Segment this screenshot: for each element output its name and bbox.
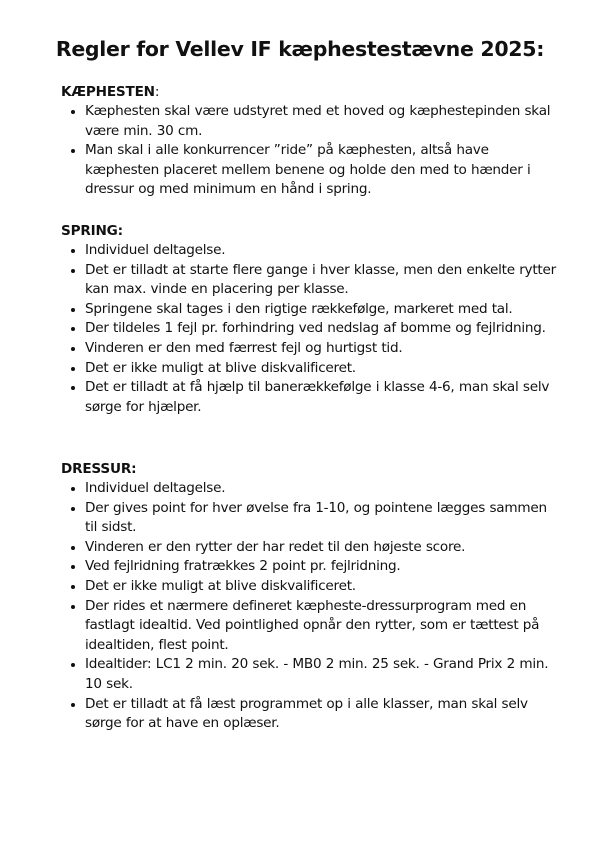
section-heading-dressur [61,459,561,479]
section-heading-colon: : [131,461,137,477]
rule-item: Det er ikke muligt at blive diskvalificeret. [61,577,561,597]
rule-item: Man skal i alle konkurrencer ”ride” på kæphesten, altså have kæphesten placeret mellem benene og holde den med to hænder i dressur og med minimum en hånd i spring. [61,141,561,200]
rule-item: Vinderen er den med færrest fejl og hurtigst tid. [61,339,561,359]
rule-item: Springene skal tages i den rigtige rækkefølge, markeret med tal. [61,300,561,320]
document-title: Regler for Vellev IF kæphestestævne 2025: [55,37,545,61]
rule-item: Der tildeles 1 fejl pr. forhindring ved nedslag af bomme og fejlridning. [61,319,561,339]
section-heading-kaephesten [61,82,561,102]
section-heading-colon: : [154,84,160,100]
rule-item: Der gives point for hver øvelse fra 1-10, og pointene lægges sammen til sidst. [61,499,561,538]
section-spring [61,221,561,417]
rule-item: Individuel deltagelse. [61,479,561,499]
section-heading-colon: : [117,223,123,239]
rule-item: Individuel deltagelse. [61,241,561,261]
rule-item: Vinderen er den rytter der har redet til den højeste score. [61,538,561,558]
rules-list-spring [61,241,561,417]
section-heading-text: DRESSUR [61,461,132,477]
section-heading-text: SPRING [61,223,118,239]
rule-item: Det er tilladt at få læst programmet op i alle klasser, man skal selv sørge for at have en oplæser. [61,695,561,734]
section-kaephesten [61,82,561,200]
rule-item: Idealtider: LC1 2 min. 20 sek. - MB0 2 min. 25 sek. - Grand Prix 2 min. 10 sek. [61,655,561,694]
section-heading-text: KÆPHESTEN [61,84,155,100]
rules-list-dressur [61,479,561,734]
rule-item: Der rides et nærmere defineret kæpheste-dressurprogram med en fastlagt idealtid. Ved pointlighed opnår den rytter, som er tættest på idealtiden, flest point. [61,597,561,656]
rule-item: Ved fejlridning fratrækkes 2 point pr. fejlridning. [61,557,561,577]
rule-item: Kæphesten skal være udstyret med et hoved og kæphestepinden skal være min. 30 cm. [61,102,561,141]
rule-item: Det er tilladt at få hjælp til banerækkefølge i klasse 4-6, man skal selv sørge for hjælper. [61,378,561,417]
section-heading-spring [61,221,561,241]
rule-item: Det er ikke muligt at blive diskvalificeret. [61,359,561,379]
section-dressur [61,459,561,734]
rule-item: Det er tilladt at starte flere gange i hver klasse, men den enkelte rytter kan max. vinde en placering per klasse. [61,261,561,300]
rules-list-kaephesten [61,102,561,200]
